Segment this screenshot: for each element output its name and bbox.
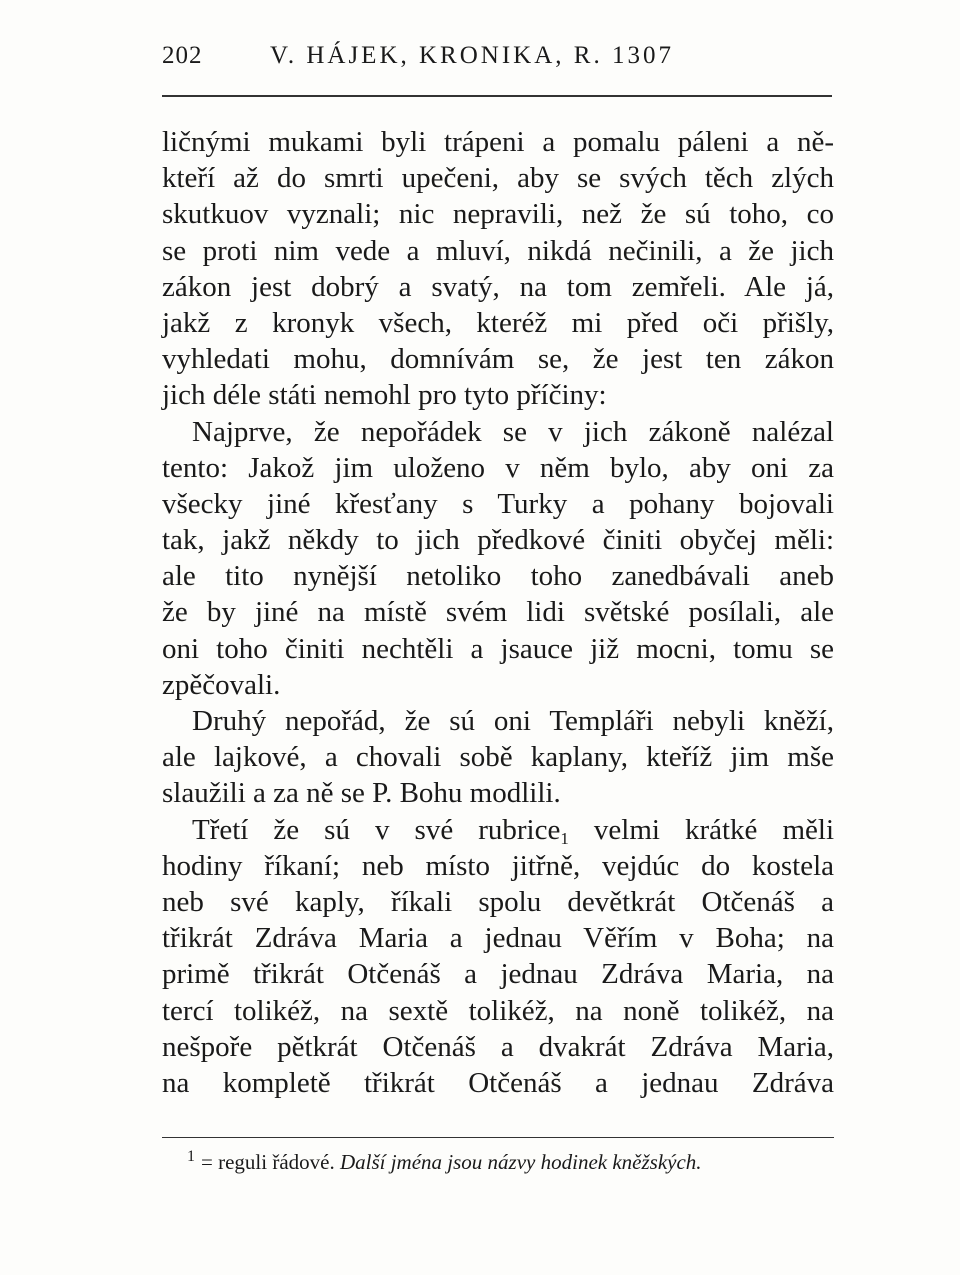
header-rule [162,95,832,97]
text-line: primě třikrát Otčenáš a jednau Zdráva Maria, na [162,958,834,991]
text-line: se proti nim vede a mluví, nikdá nečinili, a že jich [162,234,834,267]
text-fragment: Třetí že sú v své rubrice [192,813,561,846]
text-line: zpěčovali. [162,668,281,701]
text-line: jakž z kronyk všech, kteréž mi před oči přišly, [162,306,834,339]
running-title: V. HÁJEK, KRONIKA, R. 1307 [270,42,674,69]
text-line: na kompletě třikrát Otčenáš a jednau Zdráva [162,1066,834,1099]
footnote-italic-text: Další jména jsou názvy hodinek kněžských. [339,1150,702,1174]
text-line: vyhledati mohu, domnívám se, že jest ten zákon [162,343,834,376]
footnote [187,1148,837,1175]
body-text [162,124,834,1101]
text-line-with-footnote [162,812,834,848]
text-line: ale tito nynější netoliko toho zanedbávali aneb [162,560,834,593]
text-line: zákon jest dobrý a svatý, na tom zemřeli. Ale já, [162,270,834,303]
text-line: Druhý nepořád, že sú oni Templáři nebyli kněží, [192,705,834,737]
text-line: ličnými mukami byli trápeni a pomalu páleni a ně- [162,126,834,158]
footnote-mark: 1 [187,1148,195,1165]
text-line: že by jiné na místě svém lidi světské posílali, ale [162,596,834,629]
text-line: třikrát Zdráva Maria a jednau Věřím v Boha; na [162,922,834,955]
text-line: všecky jiné křesťany s Turky a pohany bojovali [162,487,834,520]
text-fragment: velmi krátké měli [593,813,835,846]
footnote-rule [162,1137,834,1138]
text-line: tercí tolikéž, na sextě tolikéž, na noně tolikéž, na [162,994,834,1027]
footnote-reference: 1 [560,828,569,848]
text-line: skutkuov vyznali; nic nepravili, než že sú toho, co [162,198,834,231]
text-line: neb své kaply, říkali spolu devětkrát Otčenáš a [162,885,834,918]
page-header [162,42,832,82]
text-line: kteří až do smrti upečeni, aby se svých těch zlých [162,162,834,195]
text-line: nešpoře pětkrát Otčenáš a dvakrát Zdráva Maria, [162,1030,834,1063]
text-line: oni toho činiti nechtěli a jsauce již mocni, tomu se [162,632,834,665]
text-line: tak, jakž někdy to jich předkové činiti obyčej měli: [162,524,834,557]
text-line: tento: Jakož jim uloženo v něm bylo, aby oni za [162,451,834,484]
text-line: ale lajkové, a chovali sobě kaplany, kteříž jim mše [162,741,834,774]
text-line: jich déle státi nemohl pro tyto příčiny: [162,379,607,412]
text-line: slaužili a za ně se P. Bohu modlili. [162,777,561,810]
page-number: 202 [162,42,203,69]
text-line: Najprve, že nepořádek se v jich zákoně nalézal [192,415,834,448]
text-line: hodiny říkaní; neb místo jitřně, vejdúc do kostela [162,849,834,882]
footnote-text: = reguli řádové. [201,1150,335,1174]
